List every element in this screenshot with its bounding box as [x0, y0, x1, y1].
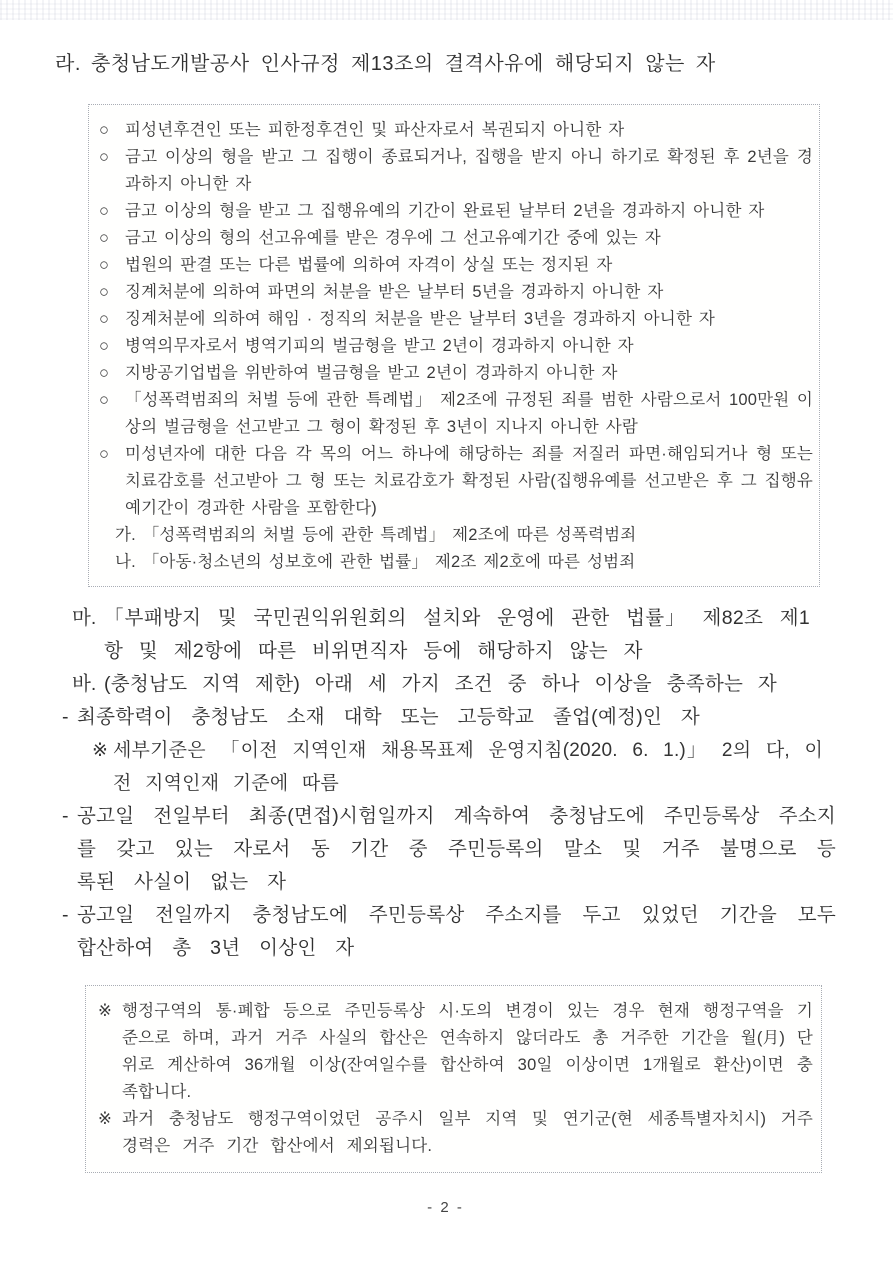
circle-bullet: ○ [99, 283, 109, 301]
sub-list-item-text: 가. 「성폭력범죄의 처벌 등에 관한 특례법」 제2조에 따른 성폭력범죄 [115, 526, 637, 544]
reference-note-text: 세부기준은 「이전 지역인재 채용목표제 운영지침(2020. 6. 1.)」 2의 다, 이전 지역인재 기준에 따름 [113, 740, 823, 794]
list-item [99, 387, 813, 441]
reference-note [92, 734, 836, 800]
list-item [99, 306, 813, 333]
note-item-text: 행정구역의 통·폐합 등으로 주민등록상 시·도의 변경이 있는 경우 현재 행정구역을 기준으로 하며, 과거 거주 사실의 합산은 연속하지 않더라도 총 거주한 기간을 월(月) 단위로 계산하여 36개월 이상(잔여일수를 합산하여 30일 이상이면 1개월로 환산)이면 충족합니다. [122, 1002, 813, 1101]
section-ma-text: 「부패방지 및 국민권익위원회의 설치와 운영에 관한 법률」 제82조 제1항 및 제2항에 따른 비위면직자 등에 해당하지 않는 자 [104, 607, 810, 662]
dash-bullet: - [62, 706, 69, 728]
circle-bullet: ○ [99, 364, 109, 382]
list-item-text: 지방공기업법을 위반하여 벌금형을 받고 2년이 경과하지 아니한 자 [125, 364, 618, 382]
reference-mark: ※ [92, 740, 108, 761]
list-item-text: 미성년자에 대한 다음 각 목의 어느 하나에 해당하는 죄를 저질러 파면·해임되거나 형 또는 치료감호를 선고받아 그 형 또는 치료감호가 확정된 사람(집행유예를 선고받은 후 그 집행유예기간이 경과한 사람을 포함한다) [125, 445, 813, 517]
section-heading-ra [55, 50, 836, 78]
circle-bullet: ○ [99, 391, 109, 409]
section-ba-text: (충청남도 지역 제한) 아래 세 가지 조건 중 하나 이상을 충족하는 자 [104, 673, 778, 695]
list-item [99, 360, 813, 387]
section-ma [72, 602, 836, 668]
dash-bullet: - [62, 805, 69, 827]
section-ba-marker: 바. [72, 673, 97, 695]
list-item-text: 병역의무자로서 병역기피의 벌금형을 받고 2년이 경과하지 아니한 자 [125, 337, 634, 355]
condition-item-text: 공고일 전일까지 충청남도에 주민등록상 주소지를 두고 있었던 기간을 모두 합산하여 총 3년 이상인 자 [77, 904, 836, 959]
sub-list-item-text: 나. 「아동·청소년의 성보호에 관한 법률」 제2조 제2호에 따른 성범죄 [115, 553, 636, 571]
sub-list-item-ga [115, 522, 813, 549]
list-item-text: 피성년후견인 또는 피한정후견인 및 파산자로서 복권되지 아니한 자 [125, 121, 625, 139]
scan-noise-band [0, 0, 893, 20]
circle-bullet: ○ [99, 202, 109, 220]
section-ra-title: 충청남도개발공사 인사규정 제13조의 결격사유에 해당되지 않는 자 [91, 53, 716, 75]
circle-bullet: ○ [99, 310, 109, 328]
condition-item [62, 800, 836, 899]
list-item-text: 징계처분에 의하여 파면의 처분을 받은 날부터 5년을 경과하지 아니한 자 [125, 283, 664, 301]
circle-bullet: ○ [99, 121, 109, 139]
page-number: - 2 - [427, 1199, 464, 1216]
residence-period-note-box [85, 985, 822, 1173]
list-item [99, 198, 813, 225]
circle-bullet: ○ [99, 337, 109, 355]
list-item [99, 144, 813, 198]
condition-item [62, 701, 836, 734]
section-ra-marker: 라. [55, 53, 81, 75]
condition-item-text: 공고일 전일부터 최종(면접)시험일까지 계속하여 충청남도에 주민등록상 주소지를 갖고 있는 자로서 동 기간 중 주민등록의 말소 및 거주 불명으로 등록된 사실이 없는 자 [77, 805, 836, 893]
list-item [99, 117, 813, 144]
circle-bullet: ○ [99, 256, 109, 274]
section-ma-marker: 마. [72, 607, 97, 629]
reference-mark: ※ [98, 1110, 112, 1128]
reference-mark: ※ [98, 1002, 112, 1020]
note-item [98, 1106, 813, 1160]
note-item-text: 과거 충청남도 행정구역이었던 공주시 일부 지역 및 연기군(현 세종특별자치시) 거주 경력은 거주 기간 합산에서 제외됩니다. [122, 1110, 813, 1155]
list-item-text: 금고 이상의 형을 받고 그 집행이 종료되거나, 집행을 받지 아니 하기로 확정된 후 2년을 경과하지 아니한 자 [125, 148, 813, 193]
disqualification-criteria-box [88, 104, 820, 587]
list-item [99, 225, 813, 252]
list-item-text: 법원의 판결 또는 다른 법률에 의하여 자격이 상실 또는 정지된 자 [125, 256, 613, 274]
list-item [99, 441, 813, 522]
condition-item [62, 899, 836, 965]
section-ba [72, 668, 836, 701]
sub-list-item-na [115, 549, 813, 576]
list-item [99, 333, 813, 360]
note-item [98, 998, 813, 1106]
circle-bullet: ○ [99, 148, 109, 166]
circle-bullet: ○ [99, 445, 109, 463]
condition-item-text: 최종학력이 충청남도 소재 대학 또는 고등학교 졸업(예정)인 자 [77, 706, 701, 728]
list-item-text: 징계처분에 의하여 해임 · 정직의 처분을 받은 날부터 3년을 경과하지 아니한 자 [125, 310, 716, 328]
list-item [99, 252, 813, 279]
list-item-text: 금고 이상의 형을 받고 그 집행유예의 기간이 완료된 날부터 2년을 경과하지 아니한 자 [125, 202, 765, 220]
list-item-text: 금고 이상의 형의 선고유예를 받은 경우에 그 선고유예기간 중에 있는 자 [125, 229, 661, 247]
circle-bullet: ○ [99, 229, 109, 247]
list-item-text: 「성폭력범죄의 처벌 등에 관한 특례법」 제2조에 규정된 죄를 범한 사람으로서 100만원 이상의 벌금형을 선고받고 그 형이 확정된 후 3년이 지나지 아니한 사람 [125, 391, 813, 436]
list-item [99, 279, 813, 306]
dash-bullet: - [62, 904, 69, 926]
